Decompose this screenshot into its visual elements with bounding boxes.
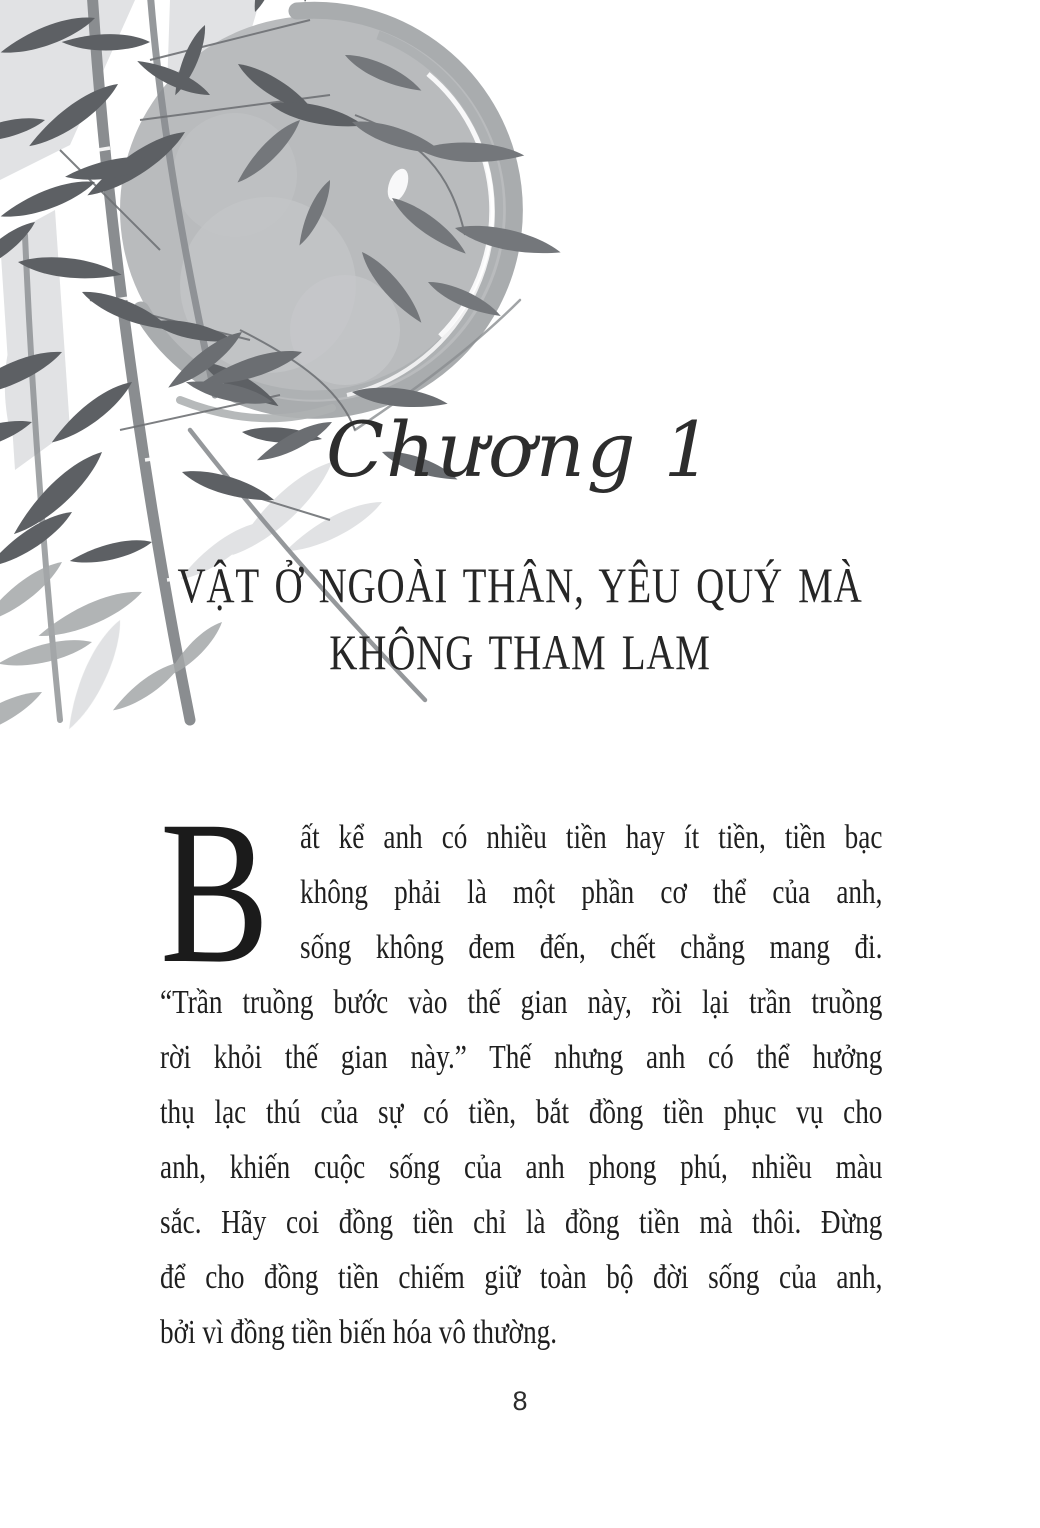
body-line: để cho đồng tiền chiếm giữ toàn bộ đời sống của anh, — [160, 1259, 883, 1296]
chapter-title-line-1: VẬT Ở NGOÀI THÂN, YÊU QUÝ MÀ — [177, 557, 863, 613]
body-line: “Trần truồng bước vào thế gian này, rồi lại trần truồng — [160, 984, 883, 1021]
drop-cap — [160, 779, 300, 1006]
body-line: anh, khiến cuộc sống của anh phong phú, nhiều màu — [160, 1149, 883, 1186]
drop-cap-letter: B — [160, 779, 270, 1006]
chapter-title — [0, 552, 1040, 686]
body-line: sống không đem đến, chết chẳng mang đi. — [300, 929, 883, 966]
chapter-title-line-2: KHÔNG THAM LAM — [329, 624, 711, 680]
chapter-heading: Chương 1 — [326, 405, 714, 494]
body-line: ất kể anh có nhiều tiền hay ít tiền, tiền bạc — [300, 819, 883, 856]
body-line: không phải là một phần cơ thể của anh, — [300, 874, 883, 911]
body-line: bởi vì đồng tiền biến hóa vô thường. — [160, 1314, 558, 1351]
body-line: rời khỏi thế gian này.” Thế nhưng anh có thể hưởng — [160, 1039, 883, 1076]
body-paragraph — [160, 779, 883, 1360]
page-number: 8 — [512, 1386, 528, 1416]
body-line: sắc. Hãy coi đồng tiền chỉ là đồng tiền mà thôi. Đừng — [160, 1204, 883, 1241]
body-line: thụ lạc thú của sự có tiền, bắt đồng tiền phục vụ cho — [160, 1094, 883, 1131]
